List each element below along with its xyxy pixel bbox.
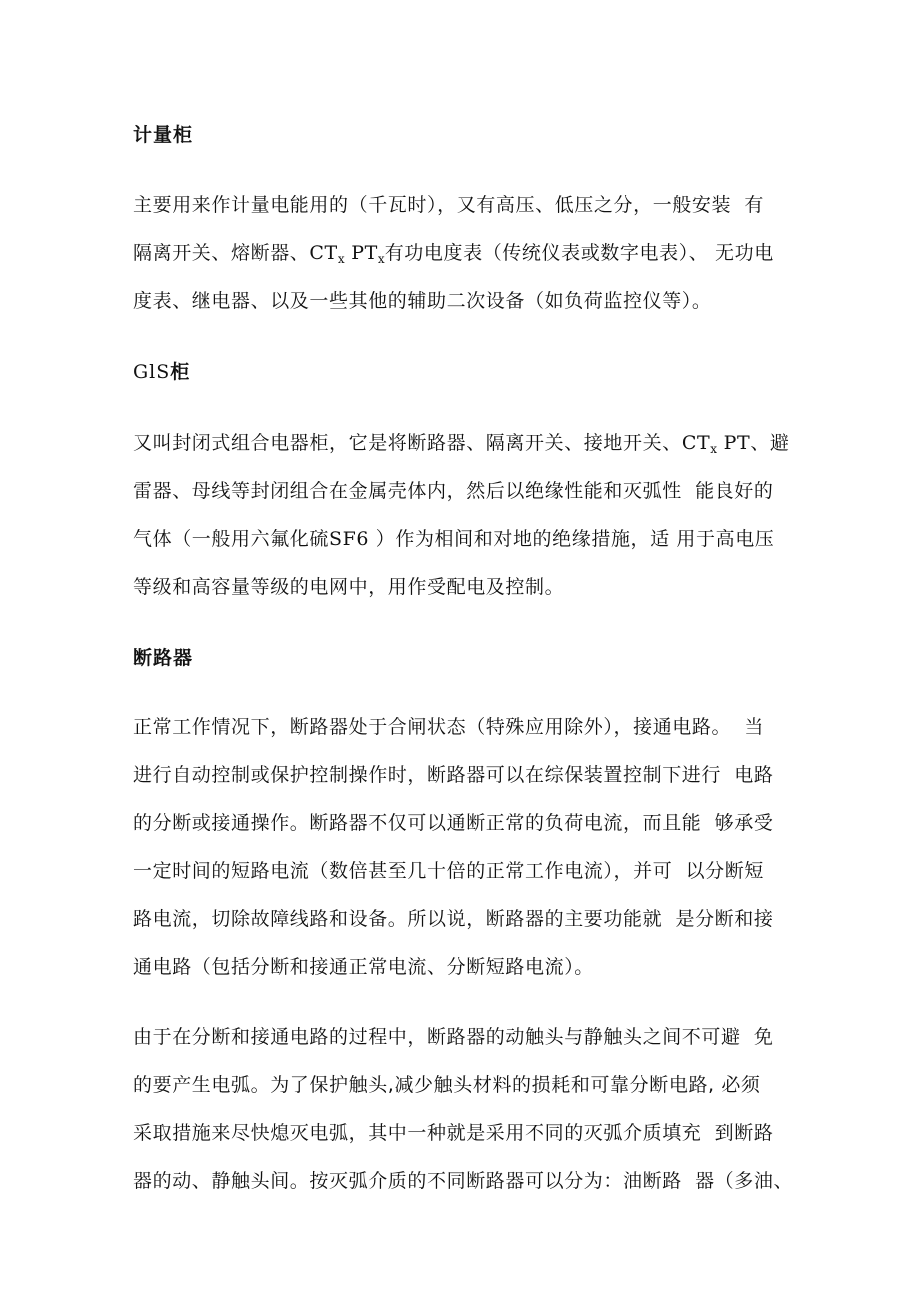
paragraph-line: 雷器、母线等封闭组合在金属壳体内，然后以绝缘性能和灭弧性 能良好的 (133, 480, 774, 502)
paragraph-line: 进行自动控制或保护控制操作时，断路器可以在综保装置控制下进行 电路 (133, 764, 774, 786)
heading-cjk: 柜 (170, 361, 191, 383)
subscript: x (710, 442, 718, 456)
text-run: 又叫封闭式组合电器柜，它是将断路器、隔离开关、接地开关、 (133, 432, 682, 454)
paragraph-line (133, 524, 774, 551)
paragraph-line: 采取措施来尽快熄灭电弧，其中一种就是采用不同的灭弧介质填充 到断路 (133, 1122, 774, 1144)
paragraph-line: 的要产生电弧。为了保护触头,减少触头材料的损耗和可靠分断电路, 必须 (133, 1074, 761, 1096)
text-run: SF6 (329, 528, 370, 550)
paragraph-line: 正常工作情况下，断路器处于合闸状态（特殊应用除外），接通电路。 当 (133, 716, 764, 738)
paragraph-line: 度表、继电器、以及一些其他的辅助二次设备（如负荷监控仪等）。 (133, 290, 712, 312)
heading-gis-cabinet (133, 357, 190, 384)
text-run: 有功电度表（传统仪表或数字电表）、 无功电 (384, 242, 774, 264)
paragraph-line: 路电流，切除故障线路和设备。所以说，断路器的主要功能就 是分断和接 (133, 908, 774, 930)
paragraph-line: 一定时间的短路电流（数倍甚至几十倍的正常工作电流），并可 以分断短 (133, 860, 764, 882)
paragraph-line (133, 428, 790, 456)
text-run: 气体（一般用六氟化硫 (133, 528, 330, 550)
paragraph-line (133, 238, 774, 266)
text-run: 、避 (750, 432, 790, 454)
paragraph-line: 等级和高容量等级的电网中，用作受配电及控制。 (133, 576, 565, 598)
subscript: x (337, 252, 345, 266)
paragraph-line: 由于在分断和接通电路的过程中，断路器的动触头与静触头之间不可避 免 (133, 1026, 774, 1048)
paragraph-line: 器的动、静触头间。按灭弧介质的不同断路器可以分为：油断路 器（多油、 (133, 1170, 794, 1192)
text-run: ）作为相间和对地的绝缘措施，适 用于高电压 (369, 528, 775, 550)
subscript: x (377, 252, 385, 266)
heading-circuit-breaker: 断路器 (133, 647, 194, 669)
text-run: PT (344, 242, 378, 264)
text-run: CT (309, 242, 338, 264)
paragraph-line: 主要用来作计量电能用的（千瓦时），又有高压、低压之分，一般安装 有 (133, 194, 764, 216)
heading-metering-cabinet: 计量柜 (133, 124, 194, 146)
text-run: 隔离开关、熔断器、 (133, 242, 310, 264)
text-run: PT (717, 432, 751, 454)
text-run: CT (681, 432, 711, 454)
paragraph-line: 通电路（包括分断和接通正常电流、分断短路电流）。 (133, 956, 594, 978)
paragraph-line: 的分断或接通操作。断路器不仅可以通断正常的负荷电流，而且能 够承受 (133, 812, 774, 834)
heading-latin: GlS (133, 361, 171, 383)
